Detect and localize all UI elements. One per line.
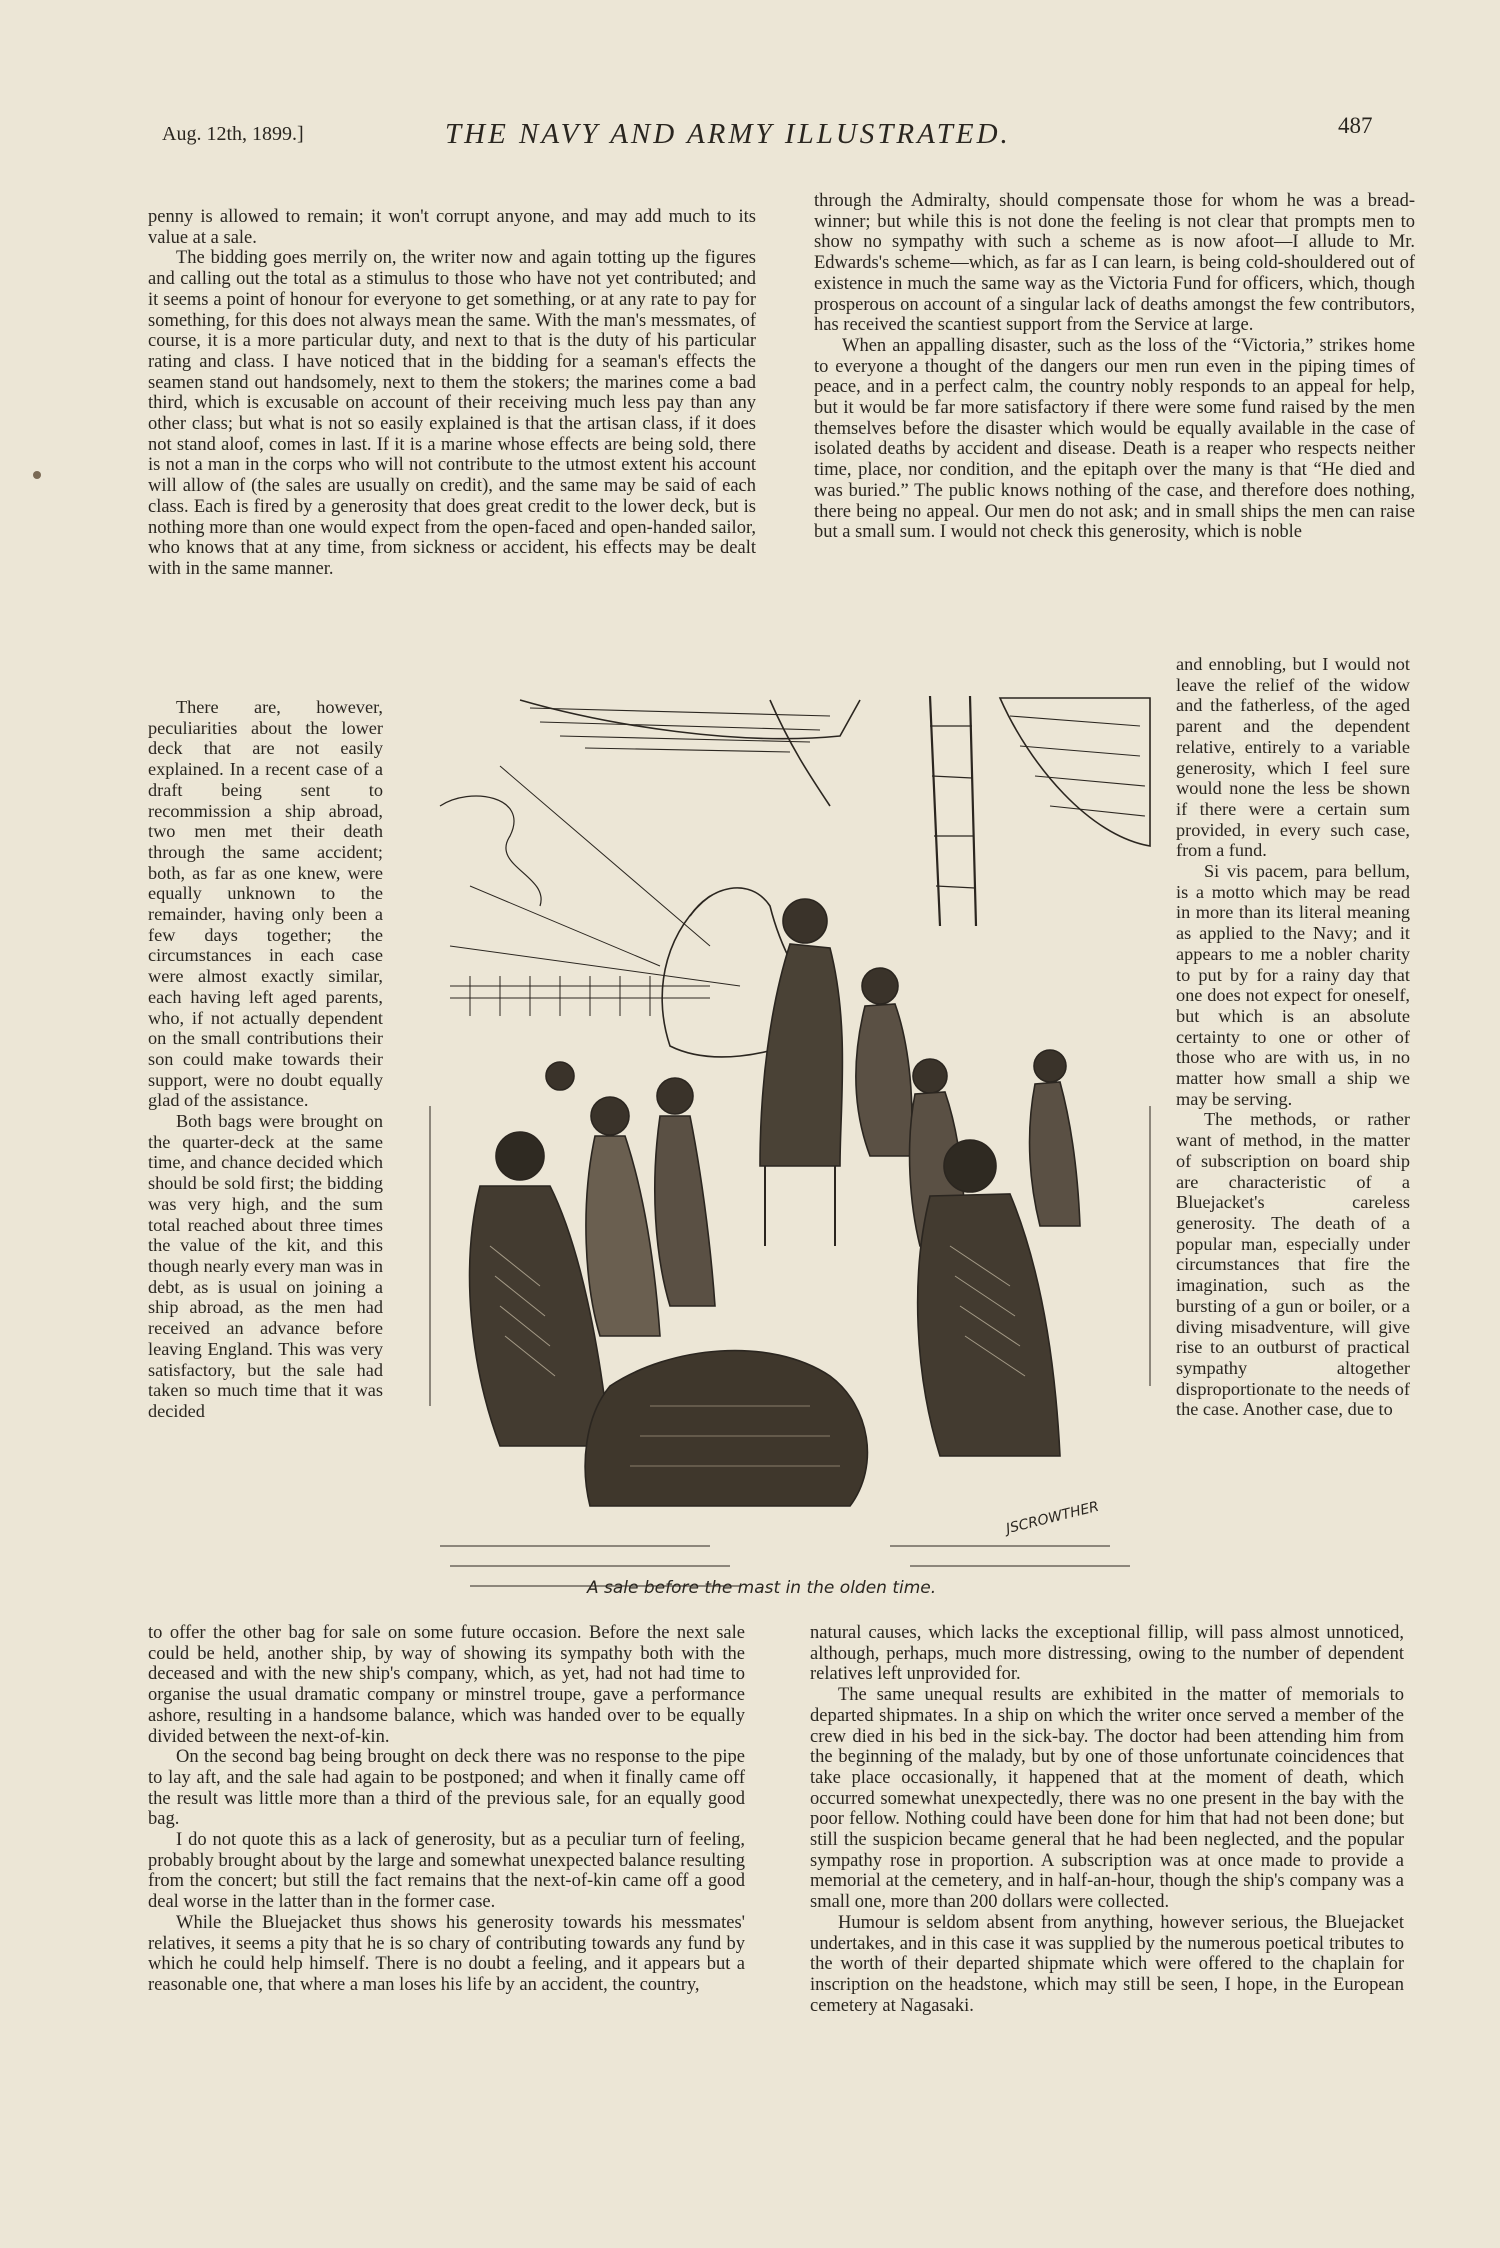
- paragraph: Humour is seldom absent from anything, however serious, the Bluejacket undertakes, and in this case it was supplied by the numerous poetical tributes to the worth of their departed shipmate which were offered to the chaplain for inscription on the headstone, which may still be seen, I hope, in the European cemetery at Nagasaki.: [810, 1912, 1404, 2016]
- paragraph: There are, however, peculiarities about the lower deck that are not easily explained. In a recent case of a draft being sent to recommission a ship abroad, two men met their death through the same accident; both, as far as one knew, were equally unknown to the remainder, having only been a few days together; the circumstances in each case were almost exactly similar, each having left aged parents, who, if not actually dependent on the small contributions their son could make towards their support, were no doubt equally glad of the assistance.: [148, 697, 383, 1111]
- column-left-top: [148, 207, 756, 580]
- paragraph: to offer the other bag for sale on some future occasion. Before the next sale could be held, another ship, by way of showing its sympathy both with the deceased and with the new ship's company, which, as yet, had not had time to organise the usual dramatic company or minstrel troupe, gave a performance ashore, resulting in a handsome balance, which was handed over to be equally divided between the next-of-kin.: [148, 1623, 745, 1747]
- page-number: 487: [1338, 113, 1373, 138]
- paragraph: Si vis pacem, para bellum, is a motto which may be read in more than its literal meaning as applied to the Navy; and it appears to me a nobler charity to put by for a rainy day that one does not expect for oneself, but which is an absolute certainty to one or other of those who are with us, in no matter how small a ship we may be serving.: [1176, 861, 1410, 1109]
- column-right-top: [814, 191, 1415, 543]
- paragraph: On the second bag being brought on deck there was no response to the pipe to lay aft, and the sale had again to be postponed; and when it finally came off the result was little more than a third of the previous sale, for an equally good bag.: [148, 1747, 745, 1830]
- paragraph: and ennobling, but I would not leave the relief of the widow and the fatherless, of the aged parent and the dependent relative, entirely to a variable generosity, which I feel sure would none the less be shown if there were a certain sum provided, in every such case, from a fund.: [1176, 654, 1410, 861]
- column-left-bottom: [148, 1623, 745, 1996]
- publication-title: THE NAVY AND ARMY ILLUSTRATED.: [445, 118, 1011, 150]
- paragraph: penny is allowed to remain; it won't corrupt anyone, and may add much to its value at a sale.: [148, 207, 756, 248]
- column-right-bottom: [810, 1623, 1404, 2016]
- paragraph: The same unequal results are exhibited in the matter of memorials to departed shipmates. In a ship on which the writer once served a member of the crew died in his bed in the sick-bay. The doctor had been attending him from the beginning of the malady, but by one of those unfortunate coincidences that take place occasionally, it happened that at the moment of death, which occurred somewhat unexpectedly, there was no one present in the bay with the poor fellow. Nothing could have been done for him that had not been done; but still the suspicion became general that he had been neglected, and the popular sympathy rose in proportion. A subscription was at once made to provide a memorial at the cemetery, and in half-an-hour, though the ship's company was a small one, more than 200 dollars were collected.: [810, 1685, 1404, 1913]
- paragraph: through the Admiralty, should compensate those for whom he was a bread-winner; but while this is not done the feeling is not clear that prompts men to show no sympathy with such a scheme as is now afoot—I allude to Mr. Edwards's scheme—which, as far as I can learn, is being cold-shouldered out of existence in much the same way as the Victoria Fund for officers, which, though prosperous on account of a singular lack of deaths amongst the few contributors, has received the scantiest support from the Service at large.: [814, 191, 1415, 336]
- paragraph: The methods, or rather want of method, in the matter of subscription on board ship are characteristic of a Bluejacket's careless generosity. The death of a popular man, especially under circumstances that fire the imagination, such as the bursting of a gun or boiler, or a diving misadventure, will give rise to an outburst of practical sympathy altogether disproportionate to the needs of the case. Another case, due to: [1176, 1109, 1410, 1420]
- paragraph: natural causes, which lacks the exceptional fillip, will pass almost unnoticed, although, perhaps, much more distressing, owing to the number of dependent relatives left unprovided for.: [810, 1623, 1404, 1685]
- paragraph: While the Bluejacket thus shows his generosity towards his messmates' relatives, it seems a pity that he is so chary of contributing towards any fund by which he could help himself. There is no doubt a feeling, and it appears but a reasonable one, that where a man loses his life by an accident, the country,: [148, 1912, 745, 1995]
- column-right-wrap: [1176, 654, 1410, 1420]
- artist-signature: JSCROWTHER: [1004, 1498, 1101, 1538]
- engraving-illustration: [410, 686, 1170, 1606]
- margin-speck: [33, 471, 41, 479]
- paragraph: Both bags were brought on the quarter-deck at the same time, and chance decided which should be sold first; the bidding was very high, and the sum total reached about three times the value of the kit, and this though nearly every man was in debt, as is usual on joining a ship abroad, as the men had received an advance before leaving England. This was very satisfactory, but the sale had taken so much time that it was decided: [148, 1111, 383, 1421]
- issue-date: Aug. 12th, 1899.]: [162, 123, 304, 145]
- illustration-caption: A sale before the mast in the olden time.: [587, 1578, 937, 1598]
- paragraph: I do not quote this as a lack of generosity, but as a peculiar turn of feeling, probably brought about by the large and somewhat unexpected balance resulting from the concert; but still the fact remains that the next-of-kin came off a good deal worse in the latter than in the former case.: [148, 1830, 745, 1913]
- paragraph: When an appalling disaster, such as the loss of the “Victoria,” strikes home to everyone a thought of the dangers our men run even in the piping times of peace, and in a perfect calm, the country nobly responds to an appeal for help, but it would be far more satisfactory if there were some fund raised by the men themselves before the disaster which would be equally available in the case of isolated deaths by accident and disease. Death is a reaper who respects neither time, place, nor condition, and the epitaph over the many is that “He died and was buried.” The public knows nothing of the case, and therefore does nothing, there being no appeal. Our men do not ask; and in small ships the men can raise but a small sum. I would not check this generosity, which is noble: [814, 335, 1415, 543]
- paragraph: The bidding goes merrily on, the writer now and again totting up the figures and calling out the total as a stimulus to those who have not yet contributed; and it seems a point of honour for everyone to get something, or at any rate to pay for something, for this does not always mean the same. With the man's messmates, of course, it is a more particular duty, and next to that is the duty of his particular rating and class. I have noticed that in the bidding for a seaman's effects the seamen stand out handsomely, next to them the stokers; the marines come a bad third, which is excusable on account of their receiving much less pay than any other class; but what is not so easily explained is that the artisan class, if it does not stand aloof, comes in last. If it is a marine whose effects are being sold, there is not a man in the corps who will not contribute to the utmost extent his account will allow of (the sales are usually on credit), and the same may be said of each class. Each is fired by a generosity that does great credit to the lower deck, but is nothing more than one would expect from the open-faced and open-handed sailor, who knows that at any time, from sickness or accident, his effects may be dealt with in the same manner.: [148, 248, 756, 579]
- column-left-wrap: [148, 697, 383, 1422]
